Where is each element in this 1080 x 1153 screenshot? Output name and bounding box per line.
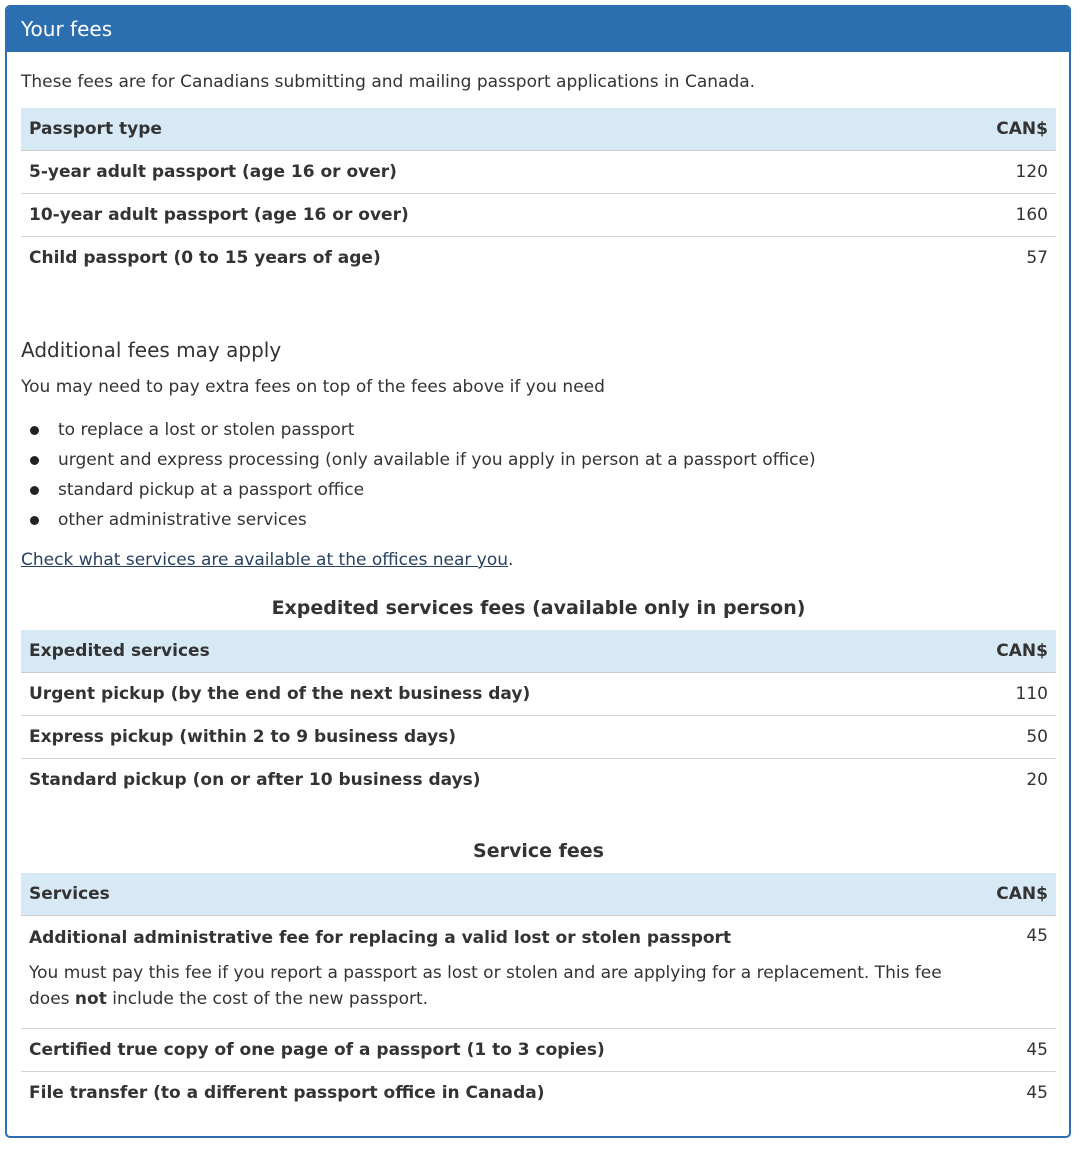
list-item — [21, 445, 1056, 475]
service-label: Additional administrative fee for replacing a valid lost or stolen passport — [29, 927, 732, 948]
fees-intro: These fees are for Canadians submitting and mailing passport applications in Canada. — [21, 72, 756, 92]
bullet-icon — [30, 456, 39, 465]
service-note — [29, 960, 968, 1012]
list-item-text: other administrative services — [58, 510, 307, 530]
service-label: Express pickup (within 2 to 9 business days) — [21, 715, 976, 758]
expedited-fees-table — [21, 630, 1056, 801]
bullet-icon — [30, 486, 39, 495]
fee-amount: 20 — [1026, 769, 1048, 790]
link-suffix: . — [508, 550, 514, 570]
list-item — [21, 415, 1056, 445]
panel-title: Your fees — [7, 7, 1069, 52]
fee-amount: 45 — [976, 915, 1056, 1028]
service-label: Certified true copy of one page of a passport (1 to 3 copies) — [21, 1028, 976, 1071]
service-label: File transfer (to a different passport office in Canada) — [29, 1082, 545, 1103]
expedited-fees-caption: Expedited services fees (available only in person) — [271, 597, 806, 619]
list-item — [21, 475, 1056, 505]
note-emphasis: not — [74, 988, 107, 1009]
table-row — [21, 915, 1056, 1028]
table-row — [21, 672, 1056, 715]
table-header-row — [21, 873, 1056, 915]
table-row — [21, 758, 1056, 801]
fee-amount: 110 — [976, 672, 1056, 715]
note-text-end: include the cost of the new passport. — [106, 988, 429, 1009]
bullet-icon — [30, 426, 39, 435]
column-header-expedited-services: Expedited services — [21, 630, 976, 672]
table-header-row — [21, 630, 1056, 672]
column-header-passport-type: Passport type — [21, 108, 976, 150]
column-header-currency: CAN$ — [976, 108, 1056, 150]
column-header-currency: CAN$ — [976, 630, 1056, 672]
table-row — [21, 1028, 1056, 1071]
bullet-icon — [30, 516, 39, 525]
service-label: Urgent pickup (by the end of the next business day) — [21, 672, 976, 715]
table-row — [21, 150, 1056, 193]
fee-amount: 50 — [976, 715, 1056, 758]
service-label: Standard pickup (on or after 10 business days) — [29, 769, 481, 790]
additional-fees-heading: Additional fees may apply — [21, 338, 282, 362]
service-fees-table — [21, 873, 1056, 1114]
service-cell — [21, 915, 976, 1028]
list-item-text: urgent and express processing (only available if you apply in person at a passport office) — [58, 450, 816, 470]
passport-type-label: 10-year adult passport (age 16 or over) — [21, 193, 976, 236]
fee-amount: 120 — [976, 150, 1056, 193]
table-row — [21, 236, 1056, 279]
list-item — [21, 505, 1056, 535]
note-text: You must pay this fee if you report a passport as lost or stolen and are applying for a replacement. This fee does — [29, 962, 942, 1009]
list-item-text: standard pickup at a passport office — [58, 480, 365, 500]
additional-fees-intro: You may need to pay extra fees on top of the fees above if you need — [21, 377, 605, 397]
passport-fees-table — [21, 108, 1056, 279]
service-fees-caption: Service fees — [473, 840, 604, 862]
fee-amount: 57 — [1026, 247, 1048, 268]
table-header-row — [21, 108, 1056, 150]
table-row — [21, 715, 1056, 758]
fee-amount: 45 — [976, 1028, 1056, 1071]
table-row — [21, 1071, 1056, 1114]
fees-panel — [5, 5, 1071, 1138]
passport-type-label: 5-year adult passport (age 16 or over) — [21, 150, 976, 193]
fee-amount: 45 — [1026, 1082, 1048, 1103]
column-header-services: Services — [21, 873, 976, 915]
column-header-currency: CAN$ — [976, 873, 1056, 915]
panel-body — [7, 69, 1069, 1114]
list-item-text: to replace a lost or stolen passport — [58, 420, 355, 440]
table-row — [21, 193, 1056, 236]
services-link-line — [21, 547, 1056, 573]
passport-type-label: Child passport (0 to 15 years of age) — [29, 247, 381, 268]
check-services-link[interactable]: Check what services are available at the offices near you — [21, 550, 509, 570]
additional-fees-list — [21, 415, 1056, 535]
fee-amount: 160 — [976, 193, 1056, 236]
